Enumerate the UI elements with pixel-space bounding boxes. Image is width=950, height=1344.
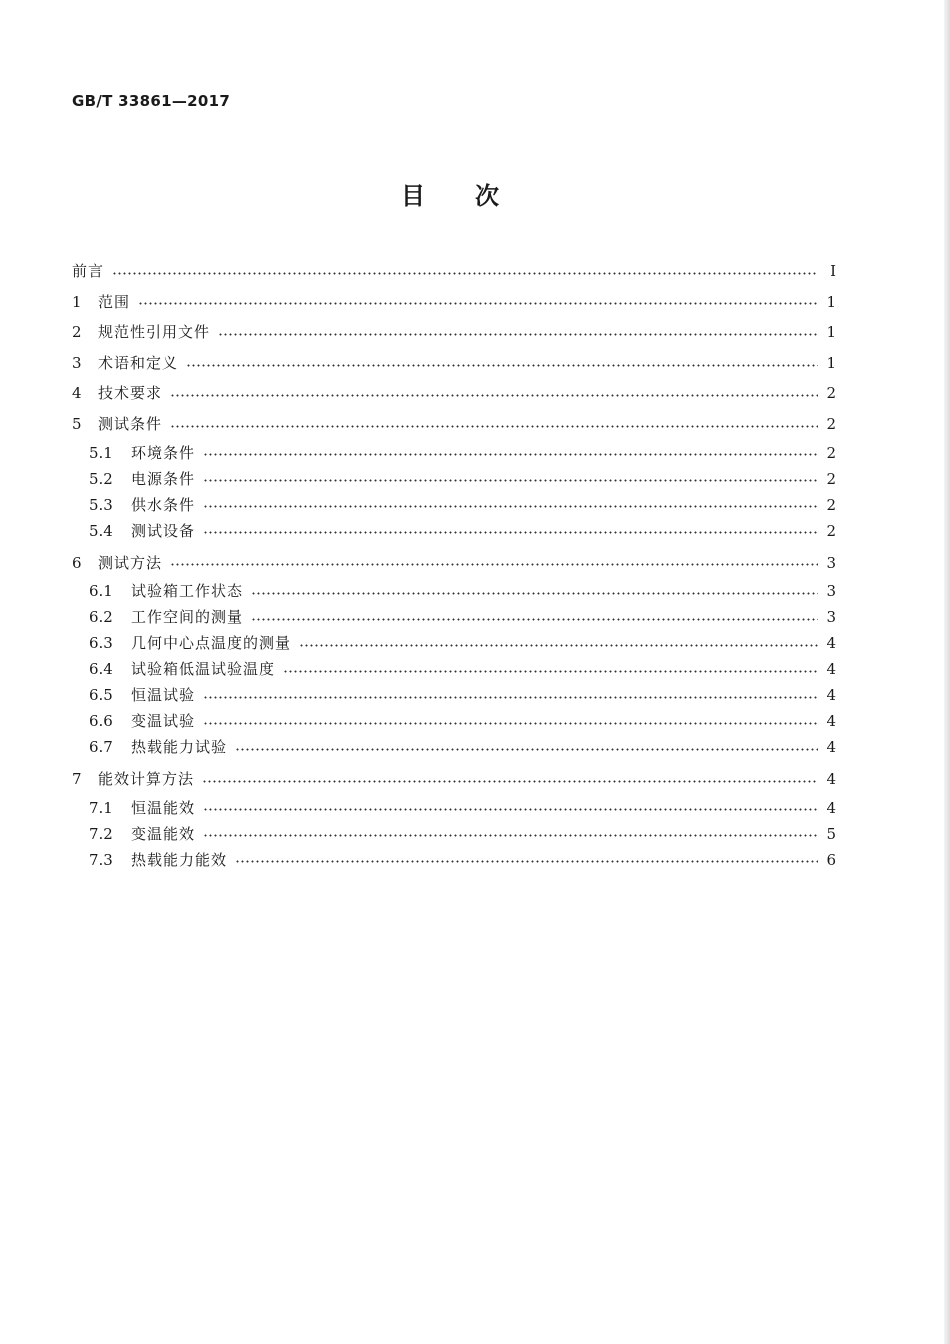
toc-entry-number: 6.2 bbox=[89, 608, 113, 627]
toc-entry[interactable] bbox=[72, 466, 836, 492]
toc-dot-leader bbox=[186, 364, 818, 367]
toc-entry-page: 4 bbox=[826, 770, 836, 789]
toc-entry-label: 工作空间的测量 bbox=[131, 608, 244, 627]
toc-dot-leader bbox=[203, 834, 818, 837]
toc-entry[interactable] bbox=[72, 708, 836, 734]
toc-entry-page: 1 bbox=[826, 353, 836, 372]
toc-entry-label: 范围 bbox=[98, 292, 131, 311]
toc-entry[interactable] bbox=[72, 795, 836, 821]
toc-entry-page: 3 bbox=[826, 582, 836, 601]
toc-entry-number: 1 bbox=[72, 292, 82, 311]
toc-entry-number: 5.1 bbox=[89, 443, 113, 462]
toc-entry-label: 环境条件 bbox=[131, 443, 196, 462]
toc-dot-leader bbox=[203, 531, 818, 534]
toc-entry-label: 热载能力试验 bbox=[131, 738, 228, 757]
toc-entry-page: 1 bbox=[826, 323, 836, 342]
toc-dot-leader bbox=[138, 302, 818, 305]
toc-entry-number: 5 bbox=[72, 414, 82, 433]
toc-entry-label: 技术要求 bbox=[98, 384, 163, 403]
toc-entry-number: 6.4 bbox=[89, 660, 113, 679]
toc-entry-number: 7.3 bbox=[89, 850, 113, 869]
toc-dot-leader bbox=[170, 425, 818, 428]
toc-entry-label: 恒温能效 bbox=[131, 798, 196, 817]
toc-entry-label: 恒温试验 bbox=[131, 686, 196, 705]
toc-dot-leader bbox=[203, 453, 818, 456]
toc-entry[interactable] bbox=[72, 378, 836, 409]
toc-dot-leader bbox=[218, 333, 818, 336]
toc-entry-page: 2 bbox=[826, 443, 836, 462]
toc-entry[interactable] bbox=[72, 656, 836, 682]
toc-entry-label: 能效计算方法 bbox=[98, 770, 195, 789]
toc-dot-leader bbox=[251, 618, 818, 621]
toc-entry-number: 7.2 bbox=[89, 824, 113, 843]
toc-entry[interactable] bbox=[72, 287, 836, 318]
toc-entry[interactable] bbox=[72, 630, 836, 656]
toc-entry-label: 热载能力能效 bbox=[131, 850, 228, 869]
toc-entry-number: 2 bbox=[72, 323, 82, 342]
toc-entry-page: 1 bbox=[826, 292, 836, 311]
toc-entry-label: 前言 bbox=[72, 262, 105, 280]
toc-entry-label: 电源条件 bbox=[131, 469, 196, 488]
toc-entry[interactable] bbox=[72, 821, 836, 847]
toc-entry-page: 2 bbox=[826, 495, 836, 514]
toc-dot-leader bbox=[203, 722, 818, 725]
toc-entry[interactable] bbox=[72, 847, 836, 873]
toc-entry-page: 6 bbox=[826, 850, 836, 869]
toc-entry-page: 4 bbox=[826, 660, 836, 679]
toc-entry-number: 6.6 bbox=[89, 712, 113, 731]
toc-entry-label: 试验箱低温试验温度 bbox=[131, 660, 276, 679]
toc-dot-leader bbox=[203, 808, 818, 811]
toc-entry[interactable] bbox=[72, 348, 836, 379]
toc-entry-page: 4 bbox=[826, 738, 836, 757]
toc-entry-page: 2 bbox=[826, 521, 836, 540]
toc-entry-label: 供水条件 bbox=[131, 495, 196, 514]
toc-entry-label: 规范性引用文件 bbox=[98, 323, 211, 342]
toc-entry-page: I bbox=[830, 262, 836, 280]
toc-entry[interactable] bbox=[72, 440, 836, 466]
toc-entry[interactable] bbox=[72, 578, 836, 604]
toc-dot-leader bbox=[299, 644, 818, 647]
page-title bbox=[0, 176, 900, 211]
toc-entry-number: 6.1 bbox=[89, 582, 113, 601]
table-of-contents bbox=[72, 256, 836, 873]
title-char-right: 次 bbox=[475, 182, 499, 210]
toc-dot-leader bbox=[203, 696, 818, 699]
toc-entry[interactable] bbox=[72, 518, 836, 544]
toc-entry[interactable] bbox=[72, 317, 836, 348]
toc-entry[interactable] bbox=[72, 682, 836, 708]
toc-entry-label: 测试方法 bbox=[98, 553, 163, 572]
toc-entry[interactable] bbox=[72, 256, 836, 287]
toc-entry-label: 变温能效 bbox=[131, 824, 196, 843]
toc-entry-number: 6.3 bbox=[89, 634, 113, 653]
toc-dot-leader bbox=[203, 505, 818, 508]
standard-code: GB/T 33861—2017 bbox=[72, 92, 231, 110]
toc-entry-page: 4 bbox=[826, 686, 836, 705]
toc-dot-leader bbox=[235, 860, 818, 863]
toc-entry-label: 变温试验 bbox=[131, 712, 196, 731]
toc-dot-leader bbox=[203, 479, 818, 482]
toc-entry-number: 4 bbox=[72, 384, 82, 403]
toc-entry-page: 4 bbox=[826, 634, 836, 653]
toc-entry[interactable] bbox=[72, 492, 836, 518]
toc-entry-page: 2 bbox=[826, 384, 836, 403]
toc-entry-number: 6.7 bbox=[89, 738, 113, 757]
toc-dot-leader bbox=[112, 272, 818, 275]
toc-entry-label: 几何中心点温度的测量 bbox=[131, 634, 292, 653]
toc-entry-page: 3 bbox=[826, 608, 836, 627]
toc-entry-page: 4 bbox=[826, 798, 836, 817]
toc-dot-leader bbox=[251, 592, 818, 595]
toc-dot-leader bbox=[235, 748, 818, 751]
toc-entry[interactable] bbox=[72, 604, 836, 630]
toc-dot-leader bbox=[170, 563, 818, 566]
toc-entry-label: 试验箱工作状态 bbox=[131, 582, 244, 601]
toc-dot-leader bbox=[283, 670, 818, 673]
toc-entry[interactable] bbox=[72, 764, 836, 795]
toc-entry-page: 3 bbox=[826, 553, 836, 572]
toc-entry-label: 测试条件 bbox=[98, 414, 163, 433]
toc-dot-leader bbox=[202, 780, 818, 783]
toc-entry[interactable] bbox=[72, 548, 836, 579]
toc-entry-number: 6 bbox=[72, 553, 82, 572]
toc-entry-number: 7 bbox=[72, 770, 82, 789]
toc-entry-number: 5.2 bbox=[89, 469, 113, 488]
toc-dot-leader bbox=[170, 394, 818, 397]
toc-entry-page: 2 bbox=[826, 414, 836, 433]
toc-entry-number: 5.4 bbox=[89, 521, 113, 540]
toc-entry-label: 术语和定义 bbox=[98, 353, 179, 372]
page-edge-shadow bbox=[944, 0, 950, 1344]
toc-entry[interactable] bbox=[72, 734, 836, 760]
toc-entry[interactable] bbox=[72, 409, 836, 440]
toc-entry-number: 5.3 bbox=[89, 495, 113, 514]
toc-entry-number: 6.5 bbox=[89, 686, 113, 705]
toc-entry-label: 测试设备 bbox=[131, 521, 196, 540]
toc-entry-page: 4 bbox=[826, 712, 836, 731]
toc-entry-page: 5 bbox=[826, 824, 836, 843]
title-char-left: 目 bbox=[401, 182, 425, 210]
toc-entry-number: 7.1 bbox=[89, 798, 113, 817]
toc-entry-number: 3 bbox=[72, 353, 82, 372]
toc-entry-page: 2 bbox=[826, 469, 836, 488]
